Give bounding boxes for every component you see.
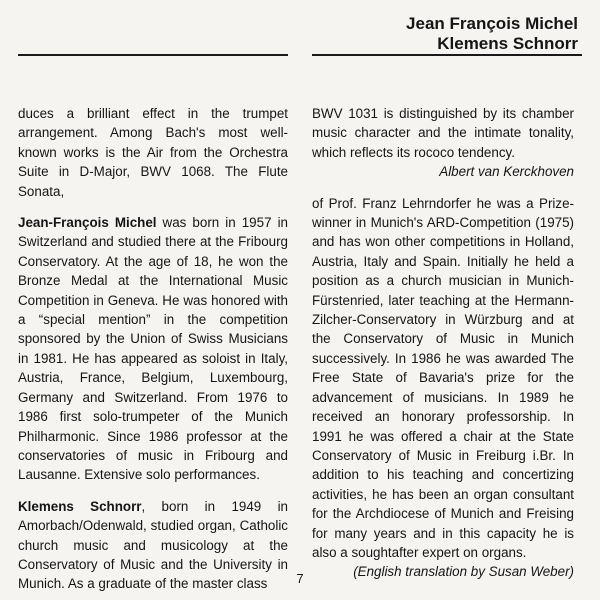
schnorr-bio-text: , born in 1949 in Amorbach/Odenwald, studied organ, Catholic church music and musicology at the Conservatory of Music and the University in Munich. As a graduate of the master class	[18, 498, 288, 592]
header-performer-2: Klemens Schnorr	[437, 34, 578, 53]
author-signature: Albert van Kerckhoven	[439, 164, 574, 180]
paragraph-bwv1031: BWV 1031 is distinguished by its chamber music character and the intimate tonality, which reflects its rococo tendency.	[312, 106, 574, 160]
paragraph-flute-sonata-intro: duces a brilliant effect in the trumpet arrangement. Among Bach's most well-known works is the Air from the Orchestra Suite in D-Major, BWV 1068. The Flute Sonata,	[18, 106, 288, 199]
left-column-rule	[18, 54, 288, 56]
michel-bio-text: was born in 1957 in Switzerland and studied there at the Fribourg Conservatory. At the age of 18, he won the Bronze Medal at the International Music Competition in Geneva. He was honored with a “special mention” in the competition sponsored by the Union of Swiss Musicians in 1981. He has appeared as soloist in Italy, Austria, France, Belgium, Luxembourg, Germany and Switzerland. From 1976 to 1986 first solo-trumpeter of the Munich Philharmonic. Since 1986 professor at the conservatories of music in Fribourg and Lausanne. Extensive solo performances.	[18, 215, 288, 483]
left-column	[18, 104, 288, 594]
translation-credit: (English translation by Susan Weber)	[353, 564, 574, 580]
page-header	[406, 14, 578, 54]
right-column	[312, 104, 574, 594]
paragraph-schnorr-bio-continued: of Prof. Franz Lehrndorfer he was a Prize-winner in Munich's ARD-Competition (1975) and has won other competitions in Holland, Austria, Italy and Spain. Initially he held a position as a church musician in Munich-Fürstenried, later teaching at the Hermann-Zilcher-Conservatory in Würzburg and at the Conservatory of Music in Munich successively. In 1986 he was awarded The Free State of Bavaria's prize for the advancement of musicians. In 1989 he received an honorary professorship. In 1991 he was offered a chair at the State Conservatory of Music in Freiburg i.Br. In addition to his teaching and concertizing activities, he has been an organ consultant for the Archdiocese of Munich and Freising for many years and in this capacity he is also a soughtafter expert on organs.	[312, 195, 574, 560]
page-number: 7	[296, 571, 304, 586]
paragraph-michel-bio	[18, 213, 288, 485]
header-performer-1: Jean François Michel	[406, 14, 578, 33]
schnorr-name: Klemens Schnorr	[18, 498, 142, 514]
michel-name: Jean-François Michel	[18, 215, 157, 231]
right-column-rule	[312, 54, 582, 56]
